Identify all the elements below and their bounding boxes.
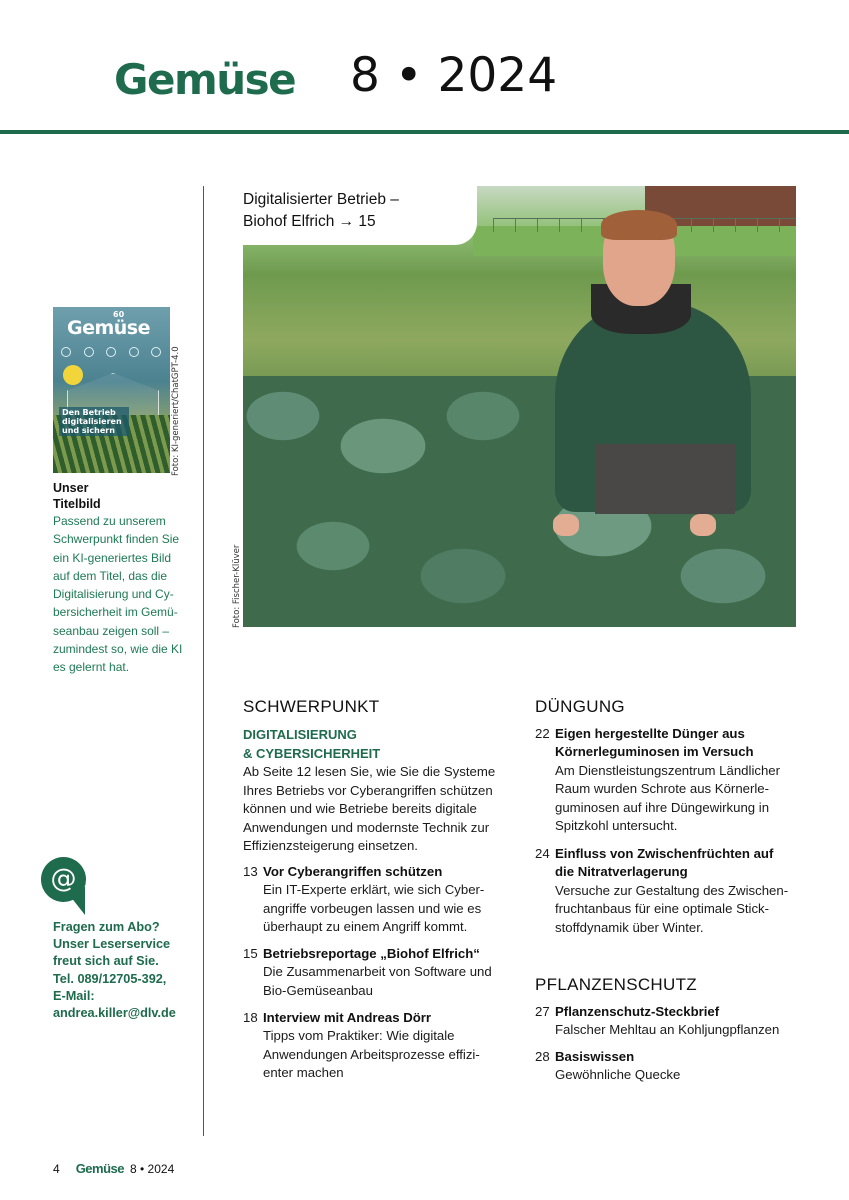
hero-caption-line-1: Digitalisierter Betrieb – xyxy=(243,191,399,208)
hero-photo xyxy=(243,186,796,627)
toc-page-number: 28 xyxy=(535,1049,550,1064)
cover-caption-line: seanbau zeigen soll – xyxy=(53,623,170,638)
column-divider xyxy=(203,186,204,1136)
header-rule xyxy=(0,130,849,134)
subscription-service-info xyxy=(53,919,203,1022)
feature-title[interactable]: DIGITALISIERUNG & CYBERSICHERHEIT xyxy=(243,727,381,761)
network-icon xyxy=(151,347,161,357)
page-footer xyxy=(53,1161,174,1176)
toc-entry-title: Vor Cyberangriffen schützen xyxy=(263,864,443,879)
right-hand xyxy=(690,514,716,536)
hair xyxy=(601,210,677,240)
toc-page-number: 22 xyxy=(535,726,550,741)
cover-icon-row xyxy=(61,347,161,357)
cover-caption-line: ein KI-generiertes Bild xyxy=(53,550,172,565)
page-number: 4 xyxy=(53,1161,60,1176)
hero-caption-tag[interactable] xyxy=(243,186,477,245)
toc-entry-title: Körnerleguminosen im Versuch xyxy=(555,744,754,760)
cover-anniversary-badge: 60 xyxy=(113,310,125,319)
gemuese-logo: Gemüse xyxy=(114,55,296,104)
cover-caption-line: zumindest so, wie die KI xyxy=(53,642,183,657)
footer-logo: Gemüse xyxy=(75,1161,124,1176)
cloud-icon xyxy=(106,347,116,357)
lock-icon xyxy=(84,347,94,357)
toc-entry-title: Eigen hergestellte Dünger aus xyxy=(555,726,745,741)
feature-intro: Ab Seite 12 lesen Sie, wie Sie die Systeme Ihres Betriebs vor Cyberangriffen schützen können und wie Betriebe bereits digitale Anwendungen und modernste Technik zur Effizienzsteigerung einsetzen. xyxy=(243,764,496,854)
toc-page-number: 15 xyxy=(243,946,258,961)
hero-photo-credit: Foto: Fischer-Klüver xyxy=(232,544,242,628)
cover-caption-heading-2: Titelbild xyxy=(53,497,101,511)
cover-caption-line: Schwerpunkt finden Sie xyxy=(53,532,180,547)
toc-page-number: 24 xyxy=(535,846,550,861)
left-hand xyxy=(553,514,579,536)
issue-number: 8 • 2024 xyxy=(350,48,558,103)
chip-icon xyxy=(129,347,139,357)
shield-icon xyxy=(61,347,71,357)
masthead-logo xyxy=(114,52,295,108)
hero-caption-line-2: Biohof Elfrich → 15 xyxy=(243,213,376,230)
cover-photo-credit: Foto: KI-generiert/ChatGPT-4.0 xyxy=(171,346,181,476)
section-heading-schwerpunkt: SCHWERPUNKT xyxy=(243,697,380,716)
cover-yellow-badge xyxy=(63,365,83,385)
section-heading-duengung: DÜNGUNG xyxy=(535,697,625,716)
service-line: E-Mail: xyxy=(53,988,95,1003)
footer-issue: 8 • 2024 xyxy=(130,1161,175,1176)
cover-caption-line: Digitalisierung und Cy- xyxy=(53,587,174,602)
service-phone[interactable]: Tel. 089/12705-392, xyxy=(53,971,167,986)
toc-page-number: 13 xyxy=(243,864,258,879)
toc-entry-title: Einfluss von Zwischenfrüchten auf xyxy=(555,846,774,861)
service-email-link[interactable]: andrea.killer@dlv.de xyxy=(53,1006,176,1021)
cover-caption-line: bersicherheit im Gemü- xyxy=(53,605,178,620)
service-line: Unser Leserservice xyxy=(53,937,171,952)
toc-entry-title: die Nitratverlagerung xyxy=(555,864,688,880)
toc-entry-title: Basiswissen xyxy=(555,1049,635,1064)
at-icon xyxy=(41,857,86,915)
cover-caption-line: es gelernt hat. xyxy=(53,660,130,675)
toc-entry-title: Betriebsreportage „Biohof Elfrich“ xyxy=(263,946,480,961)
service-line: Fragen zum Abo? xyxy=(53,920,160,934)
cover-title: Gemüse xyxy=(67,317,151,339)
cover-headline: Den Betrieb digitalisieren und sichern xyxy=(59,407,129,436)
section-heading-pflanzenschutz: PFLANZENSCHUTZ xyxy=(535,975,697,994)
cover-caption-line: auf dem Titel, das die xyxy=(53,568,168,583)
farmer-figure xyxy=(555,214,755,574)
at-symbol: @ xyxy=(50,864,77,894)
toc-entry-title: Pflanzenschutz-Steckbrief xyxy=(555,1004,720,1019)
toc-page-number: 27 xyxy=(535,1004,550,1019)
service-line: freut sich auf Sie. xyxy=(53,954,159,969)
cover-caption xyxy=(53,480,183,677)
toc-entry-title: Interview mit Andreas Dörr xyxy=(263,1010,432,1025)
cover-thumbnail xyxy=(53,307,170,473)
toc-page-number: 18 xyxy=(243,1010,258,1025)
cover-caption-heading-1: Unser xyxy=(53,481,89,495)
cover-caption-line: Passend zu unserem xyxy=(53,514,166,528)
trousers xyxy=(595,444,735,514)
